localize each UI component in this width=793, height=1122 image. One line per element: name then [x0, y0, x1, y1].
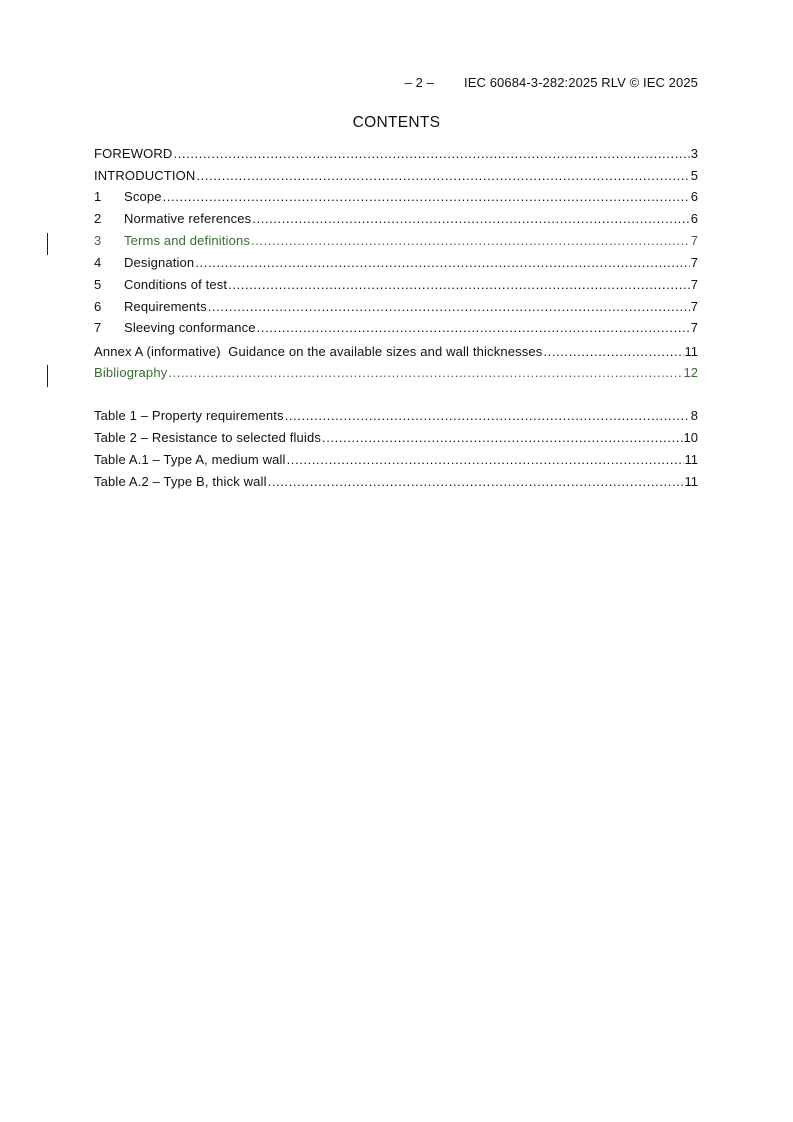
toc-entry-number: 6	[94, 299, 102, 314]
toc-entry-page: 7	[690, 320, 698, 335]
dot-leader	[195, 254, 689, 272]
toc-entry-page: 5	[690, 168, 698, 183]
dot-leader	[252, 210, 689, 228]
toc-entry-number: 2	[94, 211, 102, 226]
page-header	[405, 75, 698, 90]
page-number: – 2 –	[404, 75, 435, 90]
toc-entry-page: 6	[690, 211, 698, 226]
toc-entry-foreword[interactable]	[94, 145, 698, 163]
dot-leader	[208, 298, 690, 316]
change-bar-terms	[47, 233, 48, 255]
toc-entry-bibliography[interactable]	[94, 364, 698, 382]
dot-leader	[285, 407, 690, 425]
change-bar-bibliography	[47, 365, 48, 387]
document-reference: IEC 60684-3-282:2025 RLV © IEC 2025	[464, 75, 698, 90]
toc-entry-page: 8	[690, 408, 698, 423]
toc-entry-terms-and-definitions[interactable]	[94, 232, 698, 250]
dot-leader	[251, 232, 690, 250]
toc-entry-designation[interactable]	[94, 254, 698, 272]
toc-entry-label: INTRODUCTION	[94, 168, 196, 183]
toc-entry-label: Requirements	[124, 299, 207, 314]
toc-entry-number: 1	[94, 189, 102, 204]
toc-entry-number: 3	[94, 233, 102, 248]
dot-leader	[268, 473, 684, 491]
dot-leader	[322, 429, 683, 447]
toc-entry-label: Sleeving conformance	[124, 320, 256, 335]
toc-entry-label: Terms and definitions	[124, 233, 250, 248]
toc-entry-page: 12	[683, 365, 698, 380]
toc-entry-table-1[interactable]	[94, 407, 698, 425]
toc-entry-page: 11	[684, 474, 698, 489]
toc-entry-label: Annex A (informative) Guidance on the available sizes and wall thicknesses	[94, 344, 543, 359]
toc-entry-page: 7	[690, 233, 698, 248]
toc-entry-requirements[interactable]	[94, 298, 698, 316]
dot-leader	[287, 451, 684, 469]
toc-entry-label: Normative references	[124, 211, 252, 226]
dot-leader	[196, 167, 689, 185]
contents-title: CONTENTS	[352, 114, 441, 131]
toc-entry-label: Bibliography	[94, 365, 168, 380]
toc-entry-number: 7	[94, 320, 102, 335]
toc-entry-introduction[interactable]	[94, 167, 698, 185]
toc-entry-label: Table A.2 – Type B, thick wall	[94, 474, 267, 489]
toc-entry-page: 11	[684, 452, 698, 467]
toc-entry-table-a1[interactable]	[94, 451, 698, 469]
toc-entry-label: Table 1 – Property requirements	[94, 408, 284, 423]
toc-entry-sleeving-conformance[interactable]	[94, 319, 698, 337]
toc-entry-label: Designation	[124, 255, 195, 270]
toc-entry-label: Scope	[124, 189, 162, 204]
toc-entry-page: 3	[690, 146, 698, 161]
dot-leader	[173, 145, 689, 163]
toc-entry-page: 11	[684, 344, 698, 359]
toc-entry-table-2[interactable]	[94, 429, 698, 447]
toc-entry-page: 7	[690, 277, 698, 292]
toc-entry-table-a2[interactable]	[94, 473, 698, 491]
toc-entry-label: Table A.1 – Type A, medium wall	[94, 452, 286, 467]
toc-entry-number: 4	[94, 255, 102, 270]
toc-entry-page: 7	[690, 255, 698, 270]
toc-entry-conditions-of-test[interactable]	[94, 276, 698, 294]
dot-leader	[543, 343, 683, 361]
dot-leader	[257, 319, 690, 337]
toc-entry-page: 6	[690, 189, 698, 204]
toc-entry-annex-a[interactable]	[94, 343, 698, 361]
toc-entry-scope[interactable]	[94, 188, 698, 206]
dot-leader	[168, 364, 682, 382]
toc-entry-label: FOREWORD	[94, 146, 173, 161]
toc-entry-label: Table 2 – Resistance to selected fluids	[94, 430, 321, 445]
dot-leader	[163, 188, 690, 206]
dot-leader	[228, 276, 690, 294]
toc-entry-page: 10	[683, 430, 698, 445]
toc-entry-normative-references[interactable]	[94, 210, 698, 228]
toc-entry-number: 5	[94, 277, 102, 292]
toc-entry-page: 7	[690, 299, 698, 314]
toc-entry-label: Conditions of test	[124, 277, 228, 292]
